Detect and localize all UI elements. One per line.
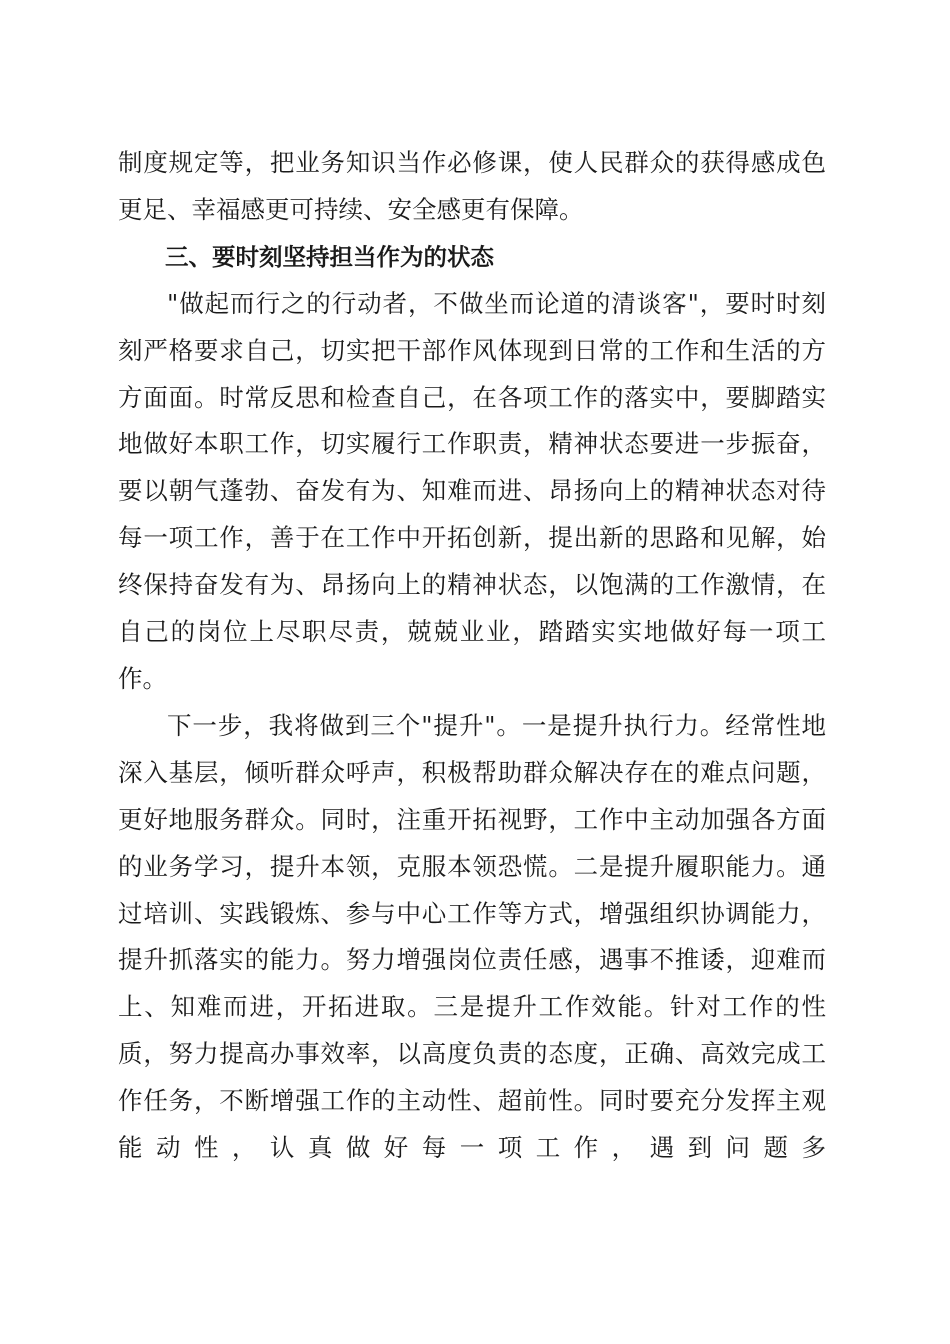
document-page: [118, 140, 826, 1172]
section-heading: 三、要时刻坚持担当作为的状态: [165, 242, 494, 271]
body-paragraph-1: "做起而行之的行动者，不做坐而论道的清谈客"，要时时刻刻严格要求自己，切实把干部作风体现到日常的工作和生活的方方面面。时常反思和检查自己，在各项工作的落实中，要脚踏实地做好本职工作，切实履行工作职责，精神状态要进一步振奋，要以朝气蓬勃、奋发有为、知难而进、昂扬向上的精神状态对待每一项工作，善于在工作中开拓创新，提出新的思路和见解，始终保持奋发有为、昂扬向上的精神状态，以饱满的工作激情，在自己的岗位上尽职尽责，兢兢业业，踏踏实实地做好每一项工作。: [118, 288, 826, 693]
body-paragraph-2: 下一步，我将做到三个"提升"。一是提升执行力。经常性地深入基层，倾听群众呼声，积极帮助群众解决存在的难点问题，更好地服务群众。同时，注重开拓视野，工作中主动加强各方面的业务学习，提升本领，克服本领恐慌。二是提升履职能力。通过培训、实践锻炼、参与中心工作等方式，增强组织协调能力，提升抓落实的能力。努力增强岗位责任感，遇事不推诿，迎难而上、知难而进，开拓进取。三是提升工作效能。针对工作的性质，努力提高办事效率，以高度负责的态度，正确、高效完成工作任务，不断增强工作的主动性、超前性。同时要充分发挥主观能动性，认真做好每一项工作，遇到问题多: [118, 710, 826, 1163]
continuation-paragraph: 制度规定等，把业务知识当作必修课，使人民群众的获得感成色更足、幸福感更可持续、安全感更有保障。: [118, 148, 826, 224]
